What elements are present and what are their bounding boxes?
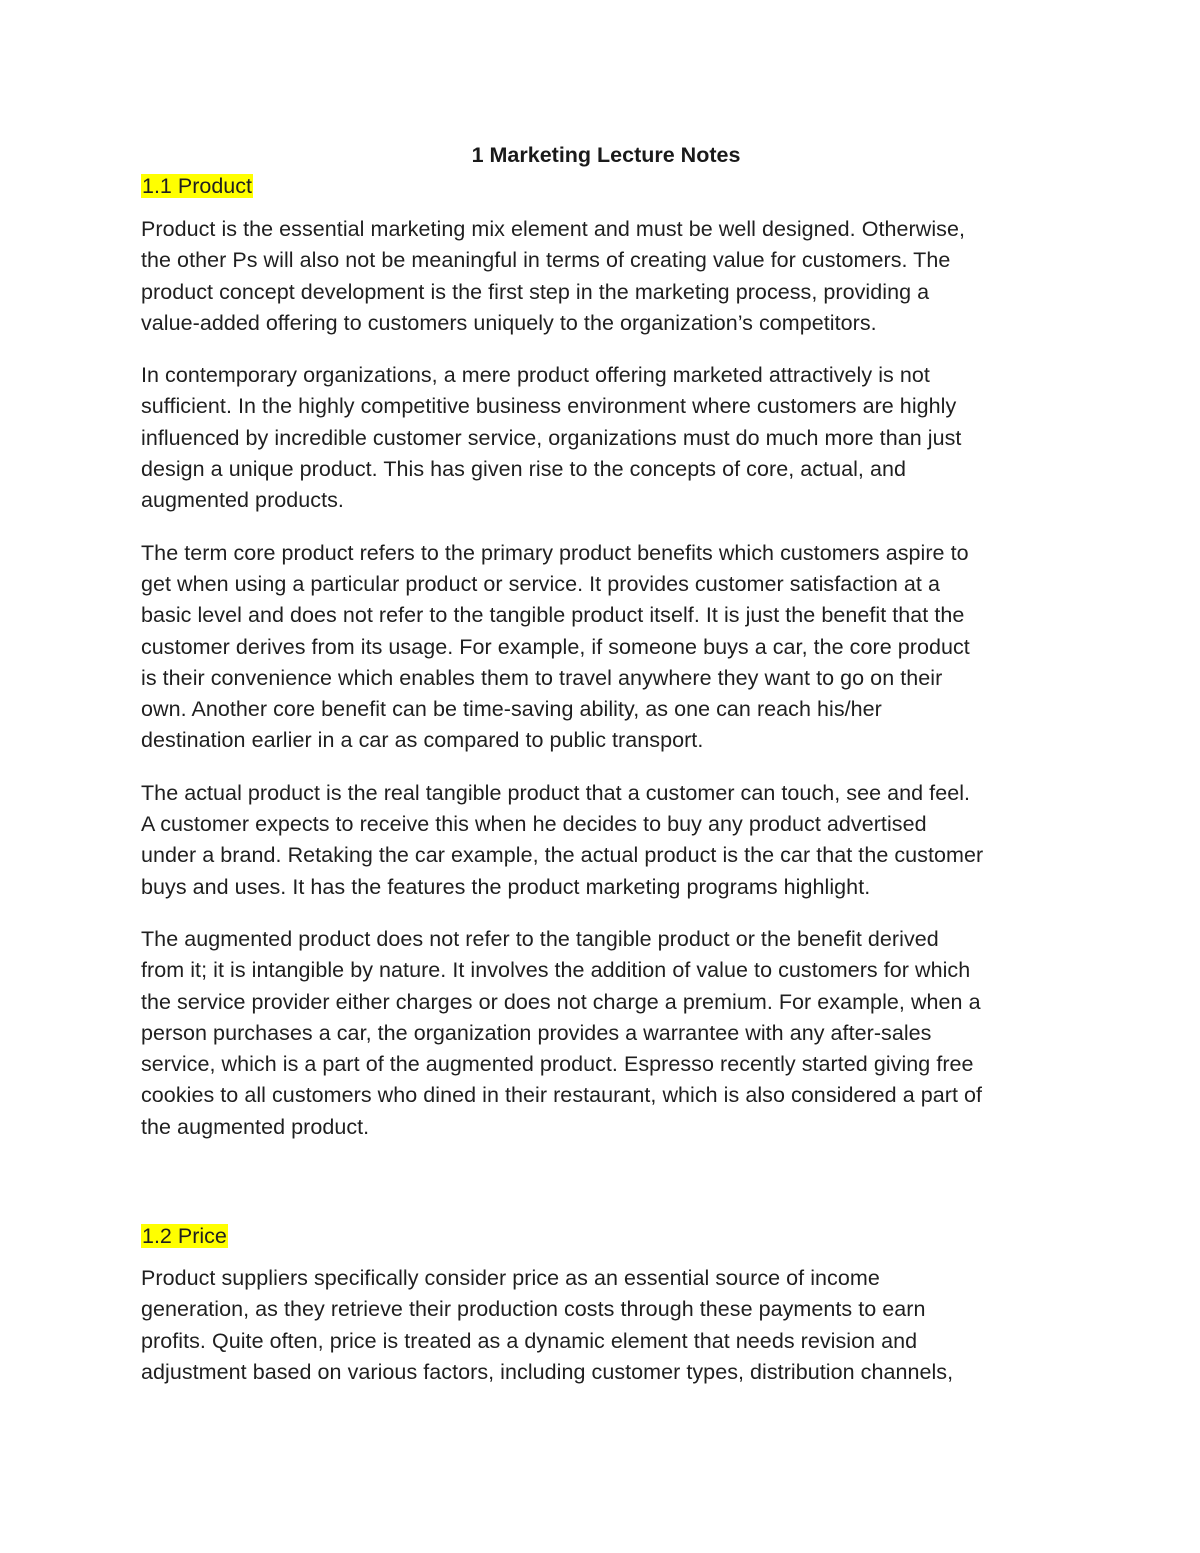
document-title: 1 Marketing Lecture Notes — [471, 143, 741, 167]
text-line: sufficient. In the highly competitive business environment where customers are highly — [141, 394, 957, 419]
highlighted-heading-text: 1.1 Product — [142, 174, 252, 198]
text-line: generation, as they retrieve their production costs through these payments to earn — [141, 1297, 926, 1322]
paragraph — [141, 924, 1071, 1143]
text-line: own. Another core benefit can be time-saving ability, as one can reach his/her — [141, 697, 882, 722]
text-line: buys and uses. It has the features the product marketing programs highlight. — [141, 874, 871, 899]
paragraph — [141, 778, 1071, 903]
text-line: under a brand. Retaking the car example, the actual product is the car that the customer — [141, 843, 984, 868]
text-line: cookies to all customers who dined in their restaurant, which is also considered a part of — [141, 1083, 983, 1108]
text-line: Product is the essential marketing mix element and must be well designed. Otherwise, — [141, 217, 965, 241]
text-line: the service provider either charges or does not charge a premium. For example, when a — [141, 989, 981, 1014]
text-line: destination earlier in a car as compared to public transport. — [141, 728, 704, 753]
text-line: product concept development is the first step in the marketing process, providing a — [141, 279, 930, 304]
paragraph — [141, 1263, 1071, 1388]
section-heading-price — [141, 1221, 1071, 1252]
text-line: influenced by incredible customer service, organizations must do much more than just — [141, 425, 962, 450]
text-line: the other Ps will also not be meaningful in terms of creating value for customers. The — [141, 248, 951, 273]
text-line: from it; it is intangible by nature. It involves the addition of value to customers for which — [141, 958, 971, 983]
text-line: profits. Quite often, price is treated as a dynamic element that needs revision and — [141, 1328, 918, 1353]
text-line: The term core product refers to the primary product benefits which customers aspire to — [141, 540, 969, 565]
highlighted-heading-text: 1.2 Price — [142, 1224, 227, 1249]
text-line: the augmented product. — [141, 1114, 370, 1139]
section-heading-product — [141, 171, 1071, 202]
text-line: In contemporary organizations, a mere product offering marketed attractively is not — [141, 363, 930, 388]
text-line: value-added offering to customers uniquely to the organization’s competitors. — [141, 310, 877, 335]
text-line: Product suppliers specifically consider price as an essential source of income — [141, 1266, 880, 1291]
text-line: service, which is a part of the augmented product. Espresso recently started giving free — [141, 1052, 974, 1077]
paragraph — [141, 214, 1071, 339]
text-line: A customer expects to receive this when he decides to buy any product advertised — [141, 812, 927, 837]
paragraph — [141, 360, 1071, 516]
text-line: adjustment based on various factors, including customer types, distribution channels, — [141, 1359, 954, 1384]
text-line: person purchases a car, the organization provides a warrantee with any after-sales — [141, 1020, 932, 1045]
text-line: basic level and does not refer to the tangible product itself. It is just the benefit that the — [141, 603, 965, 628]
text-line: is their convenience which enables them to travel anywhere they want to go on their — [141, 665, 943, 690]
text-line: get when using a particular product or service. It provides customer satisfaction at a — [141, 571, 940, 596]
paragraph — [141, 538, 1071, 757]
text-line: The augmented product does not refer to the tangible product or the benefit derived — [141, 926, 939, 951]
text-line: customer derives from its usage. For example, if someone buys a car, the core product — [141, 634, 970, 659]
text-line: augmented products. — [141, 488, 344, 513]
document-body — [141, 140, 1071, 1388]
text-line: design a unique product. This has given rise to the concepts of core, actual, and — [141, 457, 906, 482]
text-line: The actual product is the real tangible product that a customer can touch, see and feel. — [141, 780, 971, 805]
